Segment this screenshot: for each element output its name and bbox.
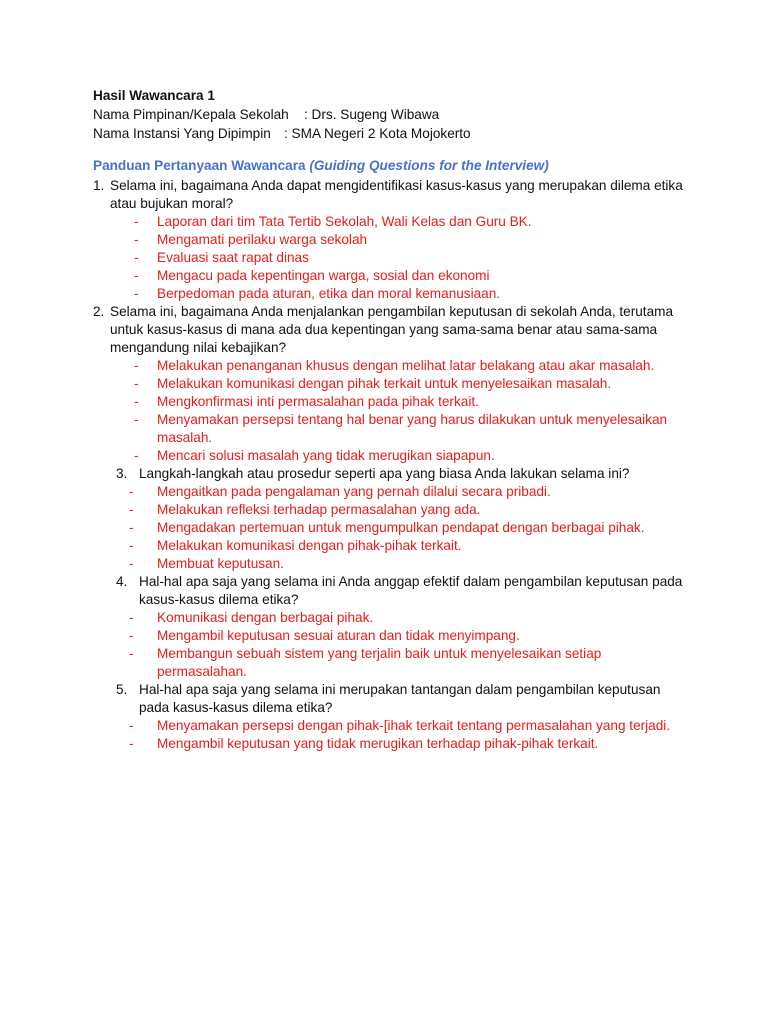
- answer-text: Mencari solusi masalah yang tidak merugikan siapapun.: [157, 448, 495, 463]
- question-5: [93, 681, 693, 753]
- question-text: Langkah-langkah atau prosedur seperti apa yang biasa Anda lakukan selama ini?: [139, 466, 630, 481]
- answer-list: [93, 609, 693, 681]
- answer-item: [93, 249, 693, 267]
- guide-heading: [93, 157, 549, 175]
- question-2: [93, 303, 693, 465]
- answer-item: [93, 213, 693, 231]
- question-text: Selama ini, bagaimana Anda menjalankan pengambilan keputusan di sekolah Anda, terutama untuk kasus-kasus di mana ada dua kepentingan yang sama-sama benar atau sama-sama mengandung nilai kebajikan?: [110, 304, 674, 355]
- dash-bullet: -: [134, 232, 139, 247]
- leader-name-label: Nama Pimpinan/Kepala Sekolah: [93, 107, 289, 122]
- answer-item: [93, 267, 693, 285]
- dash-bullet: -: [129, 610, 134, 625]
- dash-bullet: -: [129, 502, 134, 517]
- answer-text: Berpedoman pada aturan, etika dan moral kemanusiaan.: [157, 286, 501, 301]
- interview-header: [93, 87, 693, 144]
- institution-name-row: [93, 125, 693, 144]
- answer-text: Evaluasi saat rapat dinas: [157, 250, 309, 265]
- answer-item: [93, 483, 693, 501]
- answer-item: [93, 645, 693, 681]
- answer-item: [93, 285, 693, 303]
- dash-bullet: -: [129, 538, 134, 553]
- question-number: 2.: [93, 304, 105, 319]
- document-title: Hasil Wawancara 1: [93, 88, 215, 103]
- answer-text: Membangun sebuah sistem yang terjalin baik untuk menyelesaikan setiap permasalahan.: [157, 646, 602, 679]
- answer-text: Mengkonfirmasi inti permasalahan pada pihak terkait.: [157, 394, 479, 409]
- question-text: Selama ini, bagaimana Anda dapat mengidentifikasi kasus-kasus yang merupakan dilema etika atau bujukan moral?: [110, 178, 683, 211]
- answer-item: [93, 375, 693, 393]
- answer-item: [93, 231, 693, 249]
- answer-item: [93, 357, 693, 375]
- answer-list: [93, 213, 693, 303]
- dash-bullet: -: [129, 718, 134, 733]
- question-number: 4.: [116, 574, 128, 589]
- guide-heading-english: (Guiding Questions for the Interview): [309, 158, 549, 173]
- answer-text: Mengaitkan pada pengalaman yang pernah dilalui secara pribadi.: [157, 484, 551, 499]
- question-number: 1.: [93, 178, 105, 193]
- dash-bullet: -: [129, 736, 134, 751]
- answer-list: [93, 357, 693, 465]
- answer-list: [93, 717, 693, 753]
- question-1: [93, 177, 693, 303]
- answer-text: Komunikasi dengan berbagai pihak.: [157, 610, 374, 625]
- dash-bullet: -: [134, 286, 139, 301]
- answer-text: Melakukan komunikasi dengan pihak-pihak terkait.: [157, 538, 462, 553]
- answer-text: Mengamati perilaku warga sekolah: [157, 232, 368, 247]
- dash-bullet: -: [129, 484, 134, 499]
- institution-name-label: Nama Instansi Yang Dipimpin: [93, 126, 271, 141]
- answer-text: Menyamakan persepsi dengan pihak-[ihak terkait tentang permasalahan yang terjadi.: [157, 718, 671, 733]
- answer-text: Menyamakan persepsi tentang hal benar yang harus dilakukan untuk menyelesaikan masalah.: [157, 412, 668, 445]
- leader-name-row: [93, 106, 693, 125]
- answer-item: [93, 411, 693, 447]
- leader-name-value: : Drs. Sugeng Wibawa: [304, 107, 440, 122]
- answer-item: [93, 717, 693, 735]
- answer-item: [93, 447, 693, 465]
- answer-item: [93, 735, 693, 753]
- answer-item: [93, 609, 693, 627]
- question-text: Hal-hal apa saja yang selama ini Anda anggap efektif dalam pengambilan keputusan pada kasus-kasus dilema etika?: [139, 574, 683, 607]
- answer-item: [93, 555, 693, 573]
- dash-bullet: -: [134, 394, 139, 409]
- answer-text: Melakukan refleksi terhadap permasalahan yang ada.: [157, 502, 481, 517]
- dash-bullet: -: [134, 268, 139, 283]
- answer-text: Laporan dari tim Tata Tertib Sekolah, Wali Kelas dan Guru BK.: [157, 214, 532, 229]
- answer-list: [93, 483, 693, 573]
- answer-item: [93, 393, 693, 411]
- dash-bullet: -: [134, 358, 139, 373]
- answer-text: Mengadakan pertemuan untuk mengumpulkan pendapat dengan berbagai pihak.: [157, 520, 645, 535]
- dash-bullet: -: [129, 646, 134, 661]
- question-text: Hal-hal apa saja yang selama ini merupakan tantangan dalam pengambilan keputusan pada kasus-kasus dilema etika?: [139, 682, 661, 715]
- dash-bullet: -: [134, 250, 139, 265]
- question-list: [93, 177, 693, 753]
- dash-bullet: -: [134, 376, 139, 391]
- question-4: [93, 573, 693, 681]
- question-3: [93, 465, 693, 573]
- question-number: 5.: [116, 682, 128, 697]
- dash-bullet: -: [129, 520, 134, 535]
- dash-bullet: -: [129, 556, 134, 571]
- institution-name-value: : SMA Negeri 2 Kota Mojokerto: [284, 126, 471, 141]
- answer-text: Mengacu pada kepentingan warga, sosial dan ekonomi: [157, 268, 490, 283]
- answer-text: Melakukan komunikasi dengan pihak terkait untuk menyelesaikan masalah.: [157, 376, 612, 391]
- dash-bullet: -: [134, 412, 139, 427]
- answer-item: [93, 501, 693, 519]
- answer-text: Melakukan penanganan khusus dengan melihat latar belakang atau akar masalah.: [157, 358, 655, 373]
- answer-text: Membuat keputusan.: [157, 556, 284, 571]
- answer-text: Mengambil keputusan yang tidak merugikan terhadap pihak-pihak terkait.: [157, 736, 599, 751]
- dash-bullet: -: [134, 214, 139, 229]
- answer-item: [93, 627, 693, 645]
- answer-text: Mengambil keputusan sesuai aturan dan tidak menyimpang.: [157, 628, 520, 643]
- question-number: 3.: [116, 466, 128, 481]
- dash-bullet: -: [134, 448, 139, 463]
- answer-item: [93, 519, 693, 537]
- dash-bullet: -: [129, 628, 134, 643]
- answer-item: [93, 537, 693, 555]
- guide-heading-label: Panduan Pertanyaan Wawancara: [93, 158, 310, 173]
